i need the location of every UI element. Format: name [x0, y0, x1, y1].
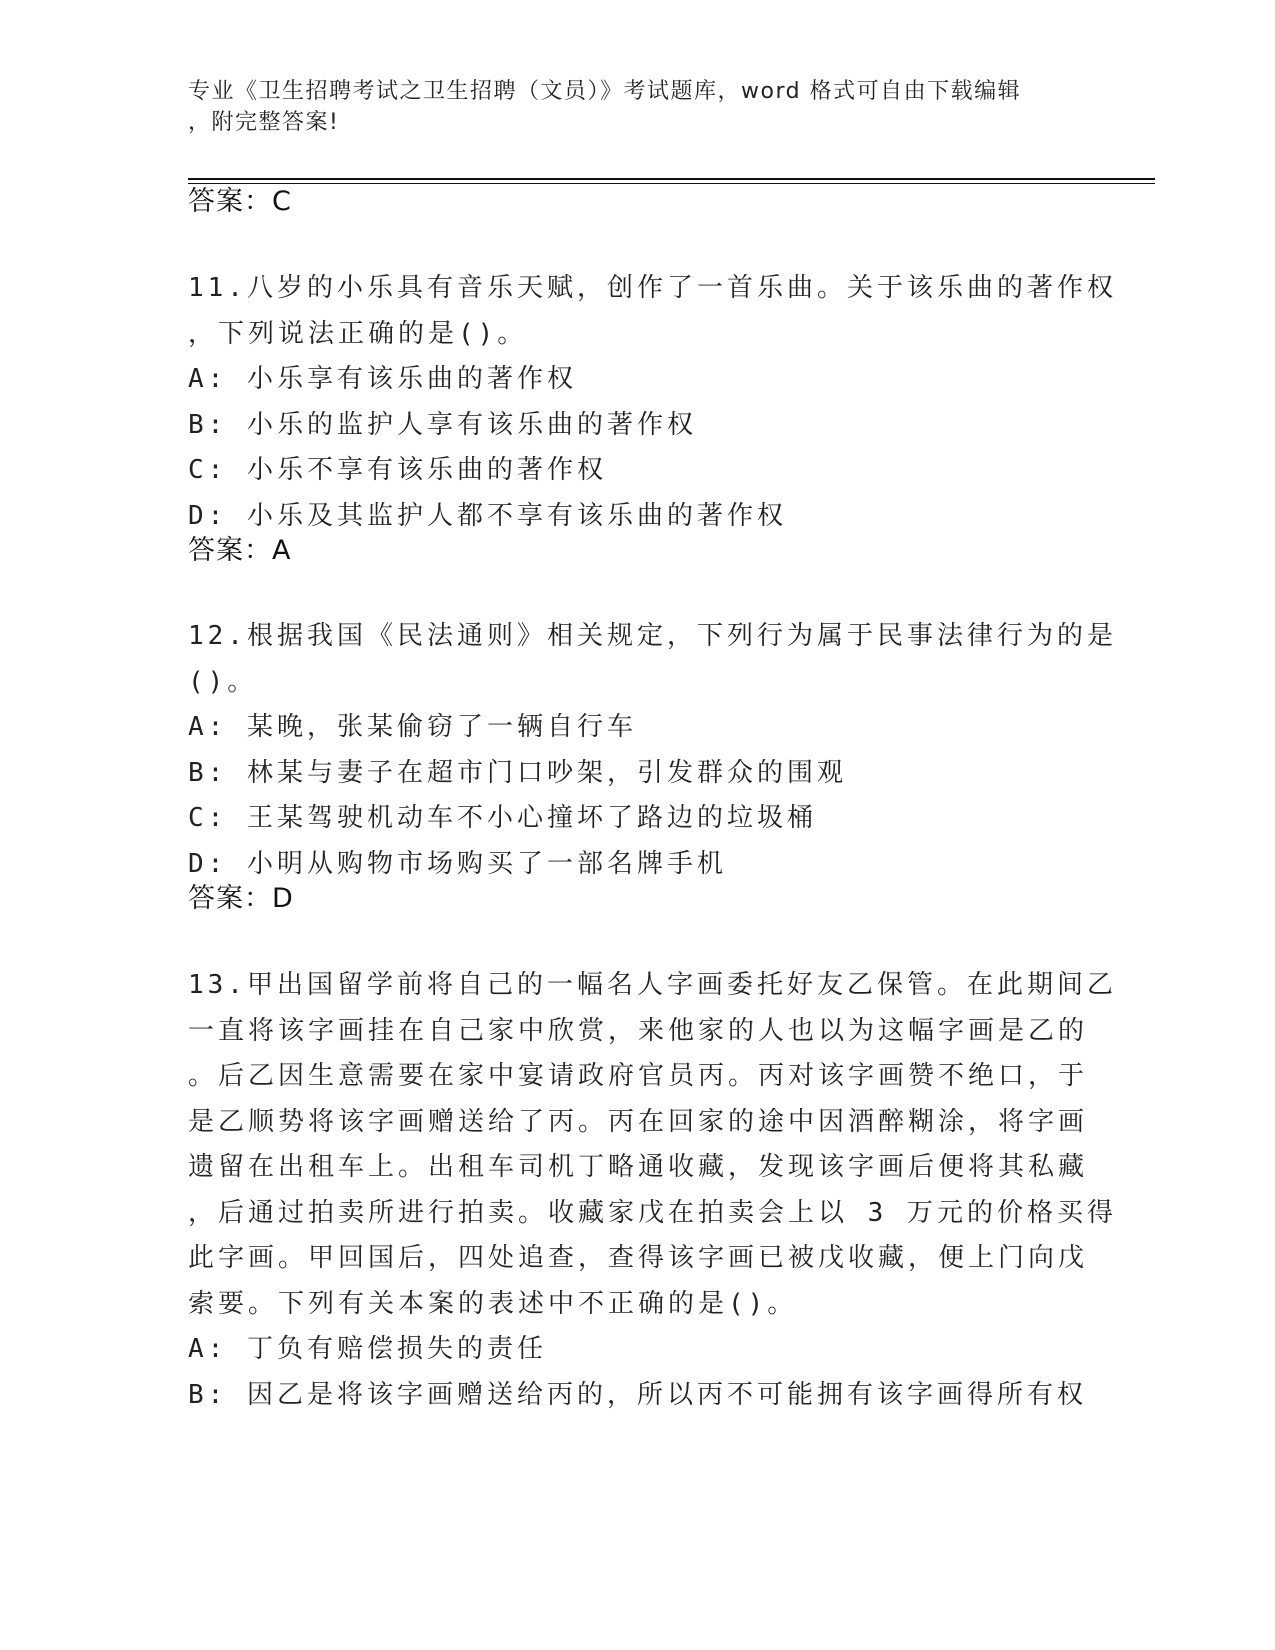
header-line: 专业《卫生招聘考试之卫生招聘（文员）》考试题库，word 格式可自由下载编辑	[188, 79, 1022, 104]
question-12	[188, 614, 1117, 887]
question-text-line: 索要。下列有关本案的表述中不正确的是()。	[188, 1288, 798, 1319]
answer-11: 答案：A	[188, 535, 292, 566]
question-text-line: 13.甲出国留学前将自己的一幅名人字画委托好友乙保管。在此期间乙	[188, 970, 1117, 1000]
option-a: A: 小乐享有该乐曲的著作权	[188, 364, 577, 394]
option-d: D: 小乐及其监护人都不享有该乐曲的著作权	[188, 500, 787, 531]
option-c: C: 王某驾驶机动车不小心撞坏了路边的垃圾桶	[188, 803, 817, 833]
question-text-line: 11.八岁的小乐具有音乐天赋，创作了一首乐曲。关于该乐曲的著作权	[188, 273, 1117, 303]
option-b: B: 林某与妻子在超市门口吵架，引发群众的围观	[188, 757, 847, 788]
question-text-line: 。后乙因生意需要在家中宴请政府官员丙。丙对该字画赞不绝口，于	[188, 1061, 1089, 1091]
question-text-line: ()。	[188, 666, 258, 697]
question-13	[188, 963, 1117, 1418]
header-rule-thin	[188, 183, 1155, 184]
option-b: B: 因乙是将该字画赠送给丙的，所以丙不可能拥有该字画得所有权	[188, 1379, 1087, 1410]
header-line: ，附完整答案!	[188, 110, 340, 135]
question-text-line: 是乙顺势将该字画赠送给了丙。丙在回家的途中因酒醉糊涂，将字画	[188, 1106, 1089, 1137]
question-text-line: 此字画。甲回国后，四处追查，查得该字画已被戊收藏，便上门向戊	[188, 1243, 1089, 1273]
question-text-line: ，后通过拍卖所进行拍卖。收藏家戊在拍卖会上以 3 万元的价格买得	[188, 1197, 1117, 1228]
option-c: C: 小乐不享有该乐曲的著作权	[188, 455, 607, 485]
question-text-line: 12.根据我国《民法通则》相关规定，下列行为属于民事法律行为的是	[188, 621, 1117, 651]
answer-previous: 答案：C	[188, 186, 292, 217]
document-header	[188, 76, 1088, 138]
answer-12: 答案：D	[188, 883, 294, 914]
option-d: D: 小明从购物市场购买了一部名牌手机	[188, 848, 727, 879]
header-rule-thick	[188, 178, 1155, 180]
question-11	[188, 266, 1117, 539]
question-text-line: 遗留在出租车上。出租车司机丁略通收藏，发现该字画后便将其私藏	[188, 1152, 1089, 1182]
option-a: A: 某晚，张某偷窃了一辆自行车	[188, 712, 637, 742]
question-text-line: ，下列说法正确的是()。	[188, 318, 528, 349]
option-a: A: 丁负有赔偿损失的责任	[188, 1334, 547, 1364]
option-b: B: 小乐的监护人享有该乐曲的著作权	[188, 409, 697, 440]
question-text-line: 一直将该字画挂在自己家中欣赏，来他家的人也以为这幅字画是乙的	[188, 1015, 1089, 1046]
